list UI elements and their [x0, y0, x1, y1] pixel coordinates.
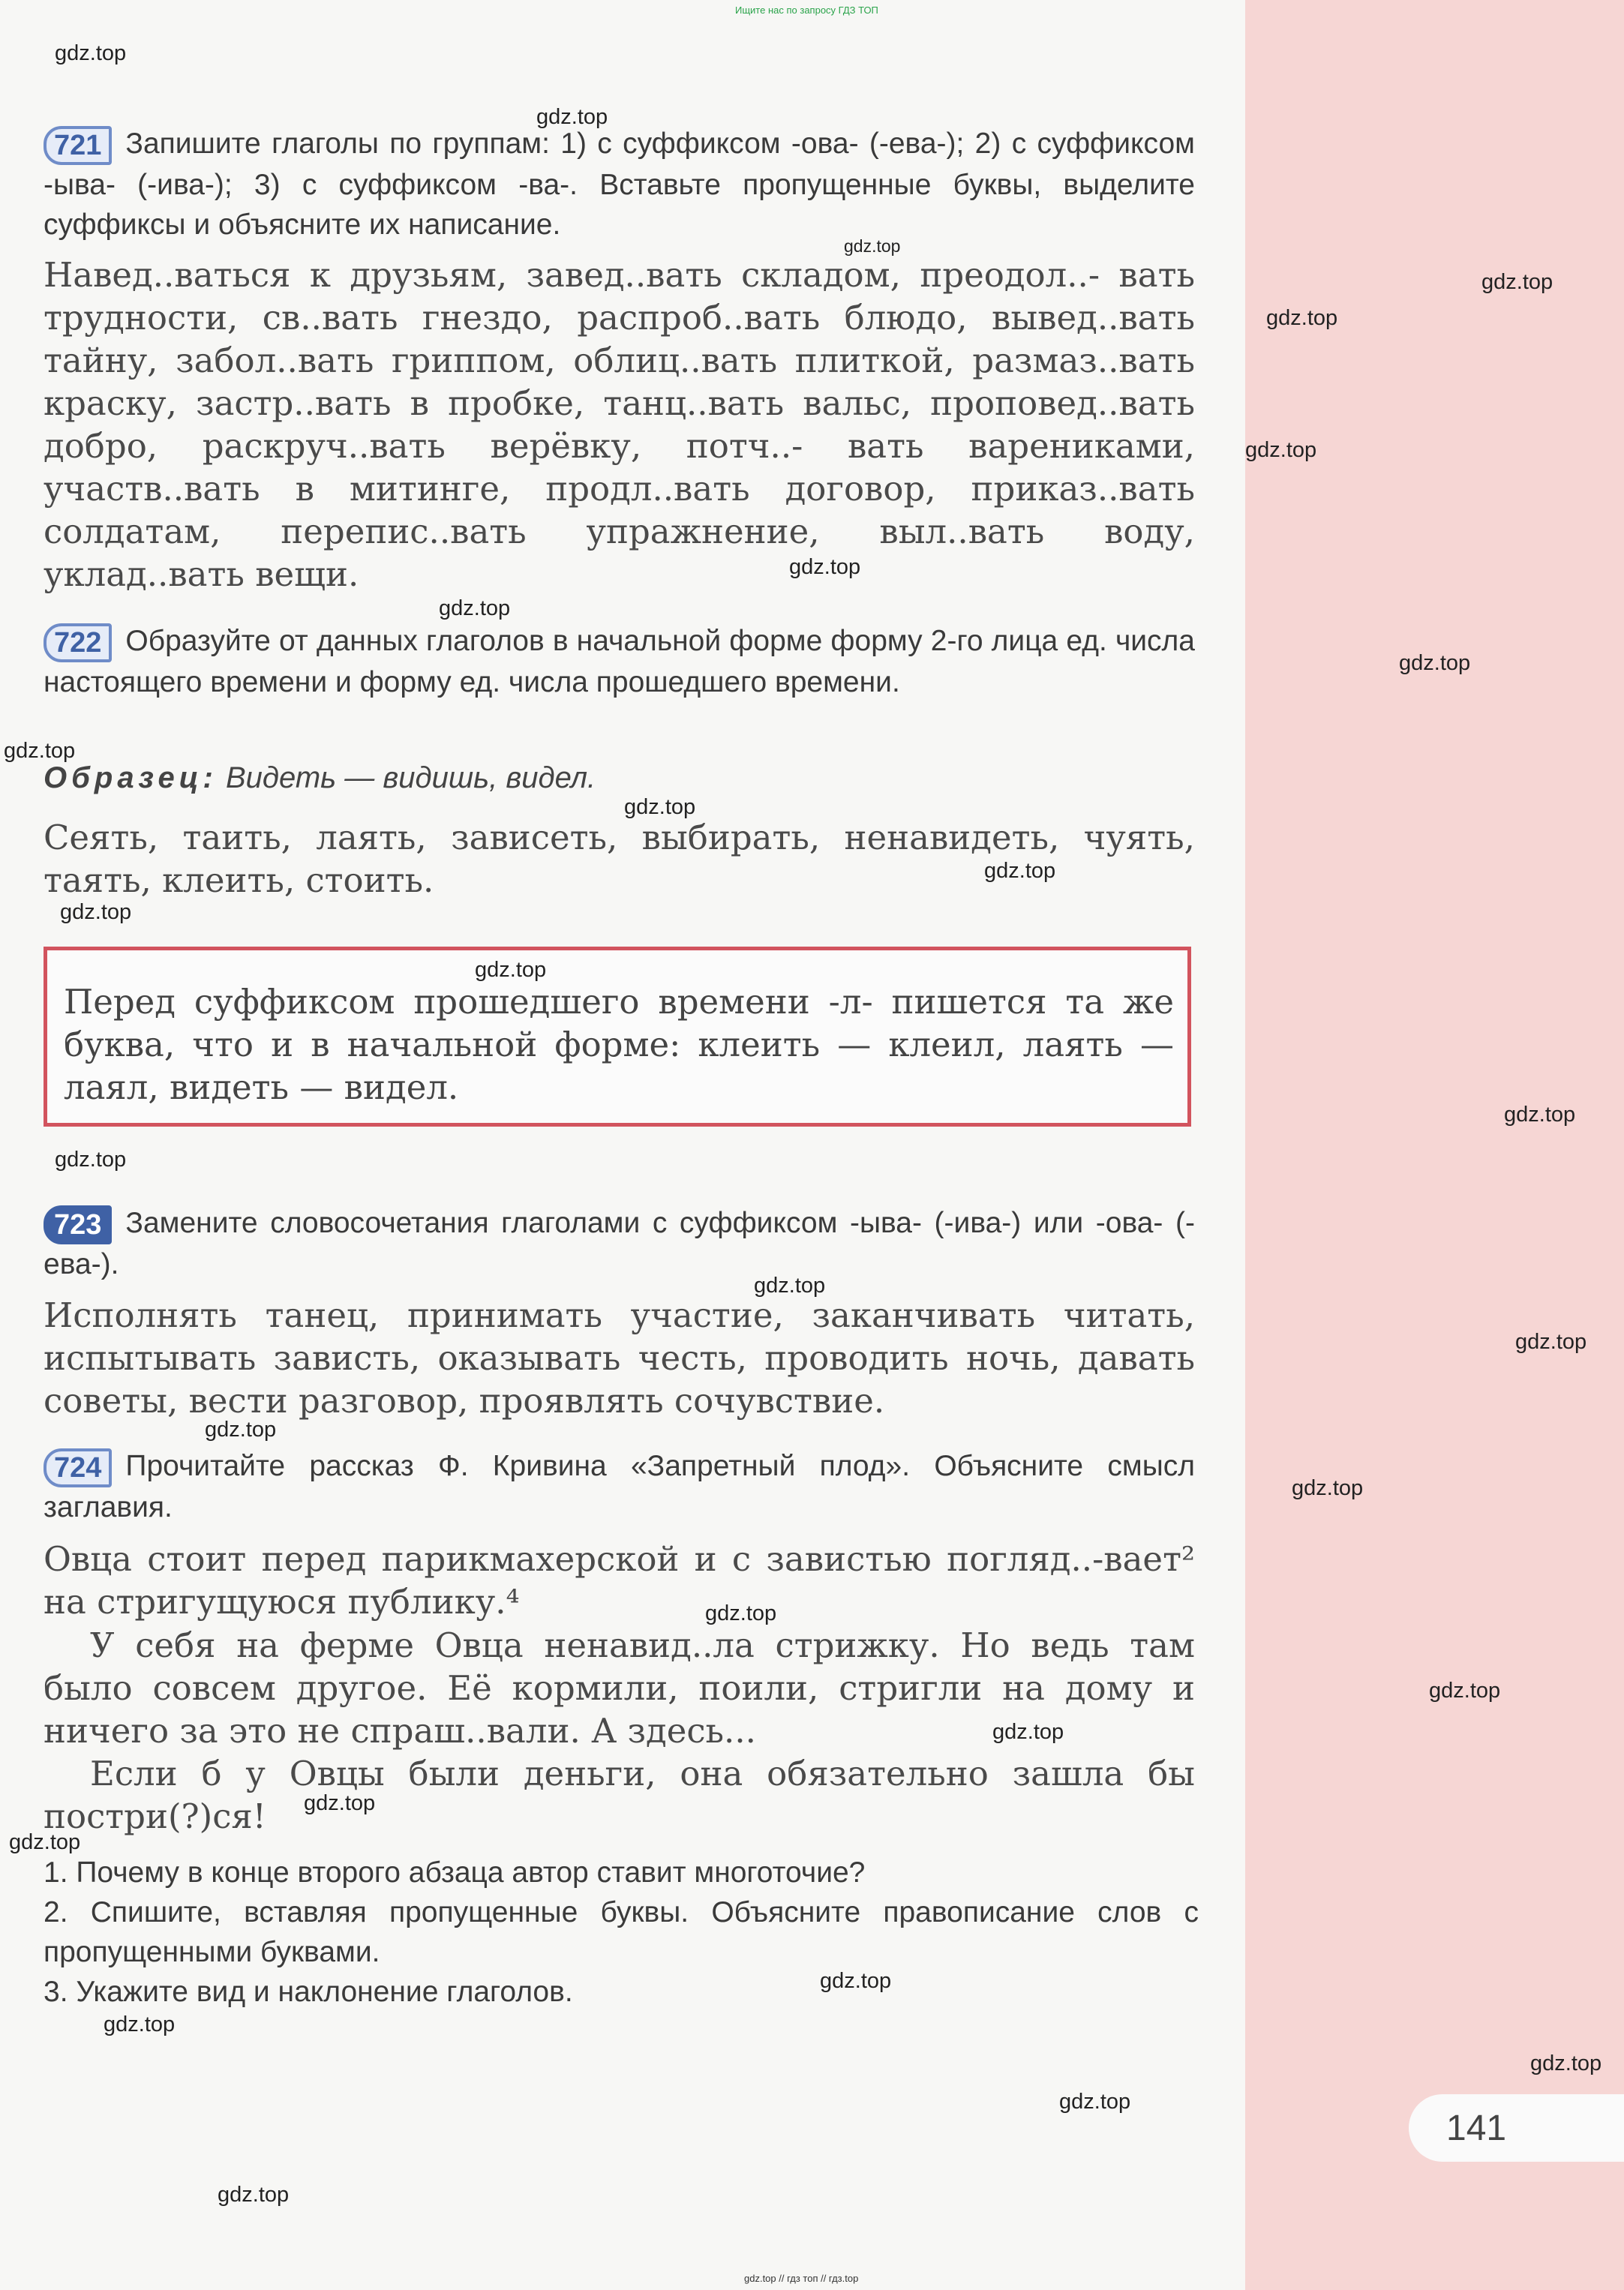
- watermark: gdz.top: [754, 1274, 826, 1298]
- watermark: gdz.top: [205, 1418, 277, 1442]
- sample-text: Видеть — видишь, видел.: [225, 761, 596, 794]
- exercise-723-text: Исполнять танец, принимать участие, заканчивать читать, испытывать зависть, оказывать честь, проводить ночь, давать советы, вести разговор, проявлять сочувствие.: [44, 1295, 1195, 1421]
- exercise-721-task: [44, 124, 1195, 245]
- watermark: gdz.top: [1245, 438, 1317, 462]
- question-3: 3. Укажите вид и наклонение глаголов.: [44, 1976, 573, 2008]
- watermark: gdz.top: [55, 41, 127, 65]
- watermark: gdz.top: [1515, 1330, 1587, 1354]
- watermark: gdz.top: [104, 2012, 176, 2036]
- exercise-723-task: [44, 1203, 1195, 1284]
- watermark: gdz.top: [4, 739, 76, 763]
- watermark: gdz.top: [789, 555, 861, 579]
- page-number: 141: [1409, 2094, 1624, 2162]
- exercise-723-number: 723: [44, 1205, 112, 1244]
- exercise-721-text: Навед..ваться к друзьям, завед..вать складом, преодол..- вать трудности, св..вать гнездо, распроб..вать блюдо, вывед..вать тайну, забол..вать гриппом, облиц..вать плиткой, размаз..вать краску, застр..вать в пробке, танц..вать вальс, проповед..вать добро, раскруч..вать верёвку, потч..- вать варениками, участв..вать в митинге, продл..вать договор, приказ..вать солдатам, перепис..вать упражнение, выл..вать воду, уклад..вать вещи.: [44, 255, 1195, 594]
- watermark: gdz.top: [1504, 1103, 1576, 1127]
- watermark: gdz.top: [60, 900, 132, 924]
- watermark: gdz.top: [705, 1601, 777, 1625]
- watermark: gdz.top: [992, 1720, 1064, 1744]
- question-1: 1. Почему в конце второго абзаца автор ставит многоточие?: [44, 1856, 866, 1889]
- exercise-721-number: 721: [44, 126, 112, 165]
- watermark: gdz.top: [844, 236, 901, 256]
- exercise-722-text: Сеять, таить, лаять, зависеть, выбирать, ненавидеть, чуять, таять, клеить, стоить.: [44, 818, 1195, 900]
- page-margin: [1245, 0, 1624, 2290]
- watermark: gdz.top: [1399, 651, 1471, 675]
- watermark: gdz.top: [984, 859, 1056, 883]
- watermark: gdz.top: [1266, 306, 1338, 330]
- story-paragraph-1: Овца стоит перед парикмахерской и с завистью погляд..-вает² на стригущуюся публику.⁴: [44, 1539, 1195, 1622]
- exercise-724-task-text: Прочитайте рассказ Ф. Кривина «Запретный плод». Объясните смысл заглавия.: [44, 1450, 1195, 1523]
- question-2: 2. Спишите, вставляя пропущенные буквы. Объясните правописание слов с пропущенными буквами.: [44, 1896, 1199, 1968]
- rule-text: Перед суффиксом прошедшего времени -л- пишется та же буква, что и в начальной форме: клеить — клеил, лаять — лаял, видеть — видел.: [64, 982, 1174, 1107]
- exercise-723-task-text: Замените словосочетания глаголами с суффиксом -ыва- (-ива-) или -ова- (-ева-).: [44, 1207, 1195, 1280]
- watermark: gdz.top: [536, 105, 608, 129]
- watermark: gdz.top: [1292, 1476, 1364, 1500]
- sample-label: Образец:: [44, 761, 218, 794]
- exercise-722-number: 722: [44, 623, 112, 662]
- exercise-722-task-text: Образуйте от данных глаголов в начальной форме форму 2-го лица ед. числа настоящего времени и форму ед. числа прошедшего времени.: [44, 625, 1195, 698]
- top-banner: Ищите нас по запросу ГДЗ ТОП: [735, 5, 878, 16]
- watermark: gdz.top: [55, 1148, 127, 1172]
- watermark: gdz.top: [304, 1791, 376, 1815]
- exercise-722-sample: [44, 759, 1195, 797]
- exercise-724-task: [44, 1446, 1195, 1527]
- watermark: gdz.top: [1059, 2090, 1131, 2114]
- watermark: gdz.top: [1481, 270, 1553, 294]
- watermark: gdz.top: [439, 596, 511, 620]
- watermark: gdz.top: [475, 958, 547, 982]
- watermark: gdz.top: [9, 1830, 81, 1854]
- exercise-724-number: 724: [44, 1448, 112, 1487]
- watermark: gdz.top: [820, 1969, 892, 1993]
- watermark: gdz.top: [218, 2183, 290, 2207]
- bottom-banner: gdz.top // гдз топ // гдз.top: [744, 2273, 859, 2284]
- watermark: gdz.top: [1429, 1679, 1501, 1703]
- exercise-721-task-text: Запишите глаголы по группам: 1) с суффиксом -ова- (-ева-); 2) с суффиксом -ыва- (-ива-); 3) с суффиксом -ва-. Вставьте пропущенные буквы, выделите суффиксы и объясните их написание.: [44, 128, 1195, 241]
- story-paragraph-3: Если б у Овцы были деньги, она обязательно зашла бы постри(?)ся!: [44, 1754, 1195, 1836]
- exercise-722-task: [44, 621, 1195, 702]
- watermark: gdz.top: [1530, 2051, 1602, 2075]
- watermark: gdz.top: [624, 795, 696, 819]
- rule-box: [44, 947, 1191, 1127]
- story-paragraph-2: У себя на ферме Овца ненавид..ла стрижку. Но ведь там было совсем другое. Её кормили, поили, стригли на дому и ничего за это не спраш..вали. А здесь...: [44, 1625, 1195, 1751]
